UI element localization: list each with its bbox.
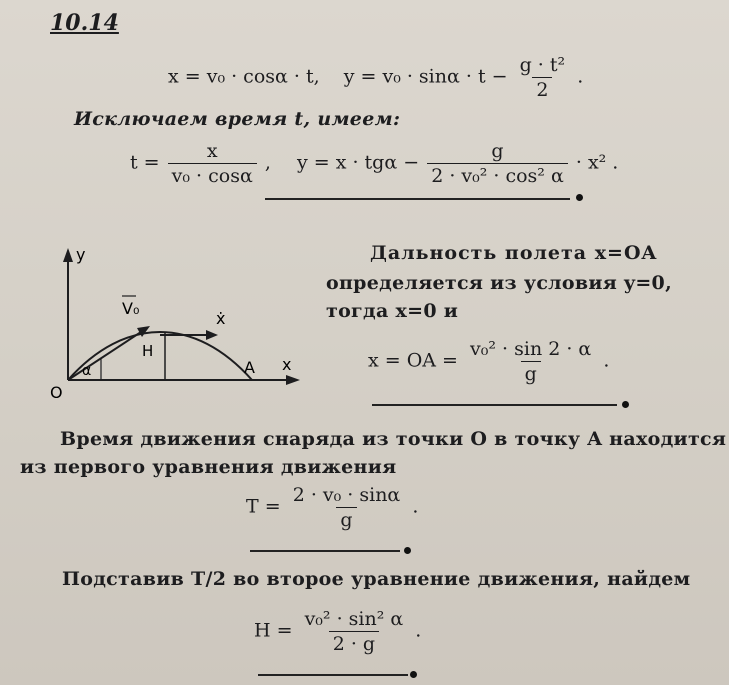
fraction-denominator: g [336,507,356,531]
range-underline [372,404,617,406]
text-time-line1: Время движения снаряда из точки O в точку A находится [60,428,727,450]
x-axis-arrow [286,375,300,385]
eq-y-left: y = x · tgα − [296,151,420,174]
v0-vector [68,330,144,380]
eq-range-end: . [603,349,610,372]
eq-range-left: x = OA = [368,349,458,372]
label-y: y [76,245,86,264]
label-v0: V₀ [122,299,140,318]
eq-H-left: H = [254,619,293,642]
t-fraction [168,140,257,187]
result-dot [576,194,583,201]
eq-end: . [577,65,584,88]
fraction-numerator: v₀² · sin² α [304,608,404,630]
label-O: O [50,383,63,402]
fraction-denominator: g [521,361,541,385]
result-underline [265,198,570,200]
eq-T-left: T = [246,495,281,518]
fraction-numerator: g [491,140,504,162]
y-axis-arrow [63,248,73,262]
eq-T-end: . [412,495,419,518]
trajectory-figure [30,238,320,403]
eq-fraction [516,54,570,101]
trajectory-curve [68,332,252,380]
text-range-line1: Дальность полета x=OA [370,242,658,264]
text-exclude-time: Исключаем время t, имеем: [74,108,401,130]
T-fraction [289,484,405,531]
y-fraction [427,140,568,187]
fraction-denominator: 2 · g [329,631,379,655]
equation-trajectory [130,140,618,187]
text-range-line3: тогда x=0 и [326,300,459,322]
label-A: A [244,358,255,377]
fraction-numerator: g · t² [519,54,566,76]
height-dot [410,671,417,678]
eq-comma: , [264,151,271,174]
text-range-line2: определяется из условия y=0, [326,272,672,294]
range-fraction [466,338,595,385]
label-H: H [142,342,154,360]
fraction-numerator: v₀² · sin 2 · α [470,338,592,360]
velocity-top-arrow [206,330,218,340]
fraction-denominator: v₀ · cosα [168,163,257,187]
v0-arrow [137,326,150,337]
label-alpha: α [82,363,92,379]
eq-y-right: · x² . [575,151,619,174]
time-underline [250,550,400,552]
equation-range [368,338,609,385]
range-dot [622,401,629,408]
eq-t-left: t = [130,151,160,174]
eq-H-end: . [415,619,422,642]
text-time-line2: из первого уравнения движения [20,456,397,478]
fraction-denominator: 2 · v₀² · cos² α [427,163,568,187]
label-xdot: ẋ [216,309,226,328]
fraction-numerator: 2 · v₀ · sinα [292,484,401,506]
equation-time [246,484,418,531]
eq-y-part: y = v₀ · sinα · t − [343,65,508,88]
fraction-numerator: x [206,140,218,162]
H-fraction [301,608,408,655]
text-substitution: Подставив T/2 во второе уравнение движения, найдем [62,568,691,590]
height-underline [258,674,408,676]
equation-height [254,608,421,655]
eq-x-part: x = v₀ · cosα · t, [168,65,320,88]
problem-number: 10.14 [50,10,119,36]
label-x: x [282,355,292,374]
time-dot [404,547,411,554]
equation-motion [168,54,583,101]
fraction-denominator: 2 [532,77,552,101]
